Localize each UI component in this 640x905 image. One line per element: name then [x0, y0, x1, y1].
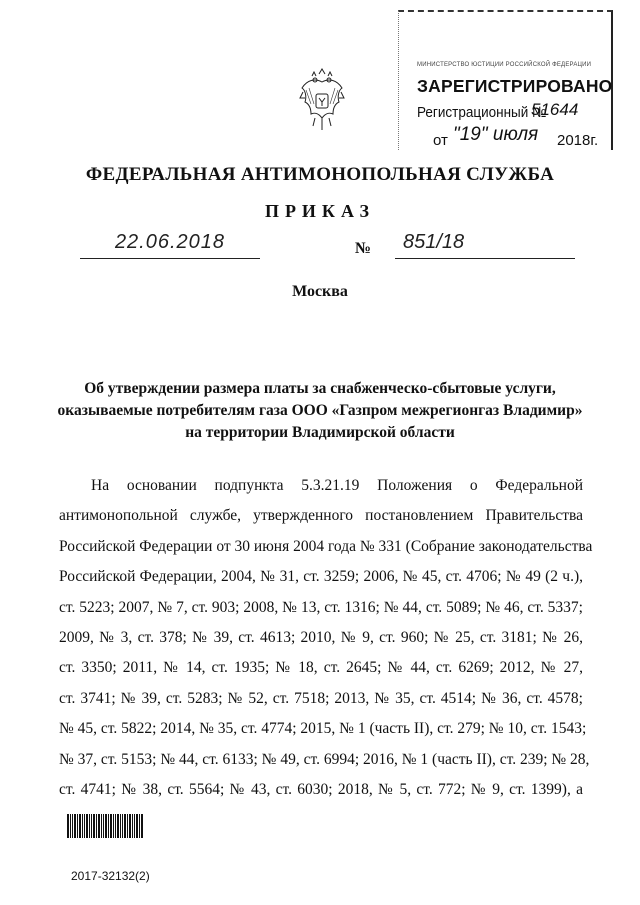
stamp-year: 2018г.: [557, 132, 599, 149]
document-id: 2017-32132(2): [71, 869, 150, 883]
body-line: № 45, ст. 5822; 2014, № 35, ст. 4774; 2015, № 1 (часть II), ст. 279; № 10, ст. 1543;: [59, 720, 587, 738]
body-line: ст. 3350; 2011, № 14, ст. 1935; № 18, ст. 2645; № 44, ст. 6269; 2012, № 27,: [59, 659, 583, 677]
body-line: Российской Федерации, 2004, № 31, ст. 3259; 2006, № 45, ст. 4706; № 49 (2 ч.),: [59, 568, 583, 586]
body-line: 2009, № 3, ст. 378; № 39, ст. 4613; 2010, № 9, ст. 960; № 25, ст. 3181; № 26,: [59, 628, 583, 646]
registration-stamp: [398, 10, 613, 150]
number-underline: [395, 258, 575, 259]
body-line: ст. 5223; 2007, № 7, ст. 903; 2008, № 13, ст. 1316; № 44, ст. 5089; № 46, ст. 5337;: [59, 598, 583, 616]
stamp-date-prefix: от: [433, 132, 448, 149]
city: Москва: [292, 283, 348, 300]
preamble-paragraph: [59, 471, 593, 805]
order-subject: [30, 378, 610, 444]
number-sign: №: [355, 240, 372, 257]
stamp-registration-number: 51644: [531, 100, 579, 119]
body-line: Российской Федерации от 30 июня 2004 года № 331 (Собрание законодательства: [59, 537, 593, 555]
order-number: 851/18: [403, 231, 465, 253]
body-line: антимонопольной службе, утвержденного постановлением Правительства: [59, 507, 583, 525]
subject-line: Об утверждении размера платы за снабженческо-сбытовые услуги,: [84, 380, 556, 397]
stamp-ministry-text: МИНИСТЕРСТВО ЮСТИЦИИ РОССИЙСКОЙ ФЕДЕРАЦИИ: [417, 62, 592, 68]
stamp-title: ЗАРЕГИСТРИРОВАНО: [417, 76, 613, 96]
subject-line: оказываемые потребителям газа ООО «Газпром межрегионгаз Владимир»: [57, 402, 583, 419]
date-underline: [80, 258, 260, 259]
body-line: ст. 3741; № 39, ст. 5283; № 52, ст. 7518; 2013, № 35, ст. 4514; № 36, ст. 4578;: [59, 689, 583, 707]
body-line: ст. 4741; № 38, ст. 5564; № 43, ст. 6030; 2018, № 5, ст. 772; № 9, ст. 1399), а: [59, 780, 583, 798]
subject-line: на территории Владимирской области: [185, 424, 455, 441]
document-type-title: ПРИКАЗ: [264, 201, 376, 221]
order-date: 22.06.2018: [114, 231, 226, 253]
agency-name: ФЕДЕРАЛЬНАЯ АНТИМОНОПОЛЬНАЯ СЛУЖБА: [85, 164, 555, 185]
coat-of-arms-icon: [297, 68, 347, 138]
barcode-icon: [67, 814, 161, 838]
body-line: На основании подпункта 5.3.21.19 Положения о Федеральной: [91, 477, 583, 494]
body-line: № 37, ст. 5153; № 44, ст. 6133; № 49, ст. 6994; 2016, № 1 (часть II), ст. 239; № 28,: [59, 750, 590, 768]
stamp-registration-label: Регистрационный №: [417, 104, 547, 121]
stamp-date-handwritten: "19" июля: [453, 124, 539, 145]
